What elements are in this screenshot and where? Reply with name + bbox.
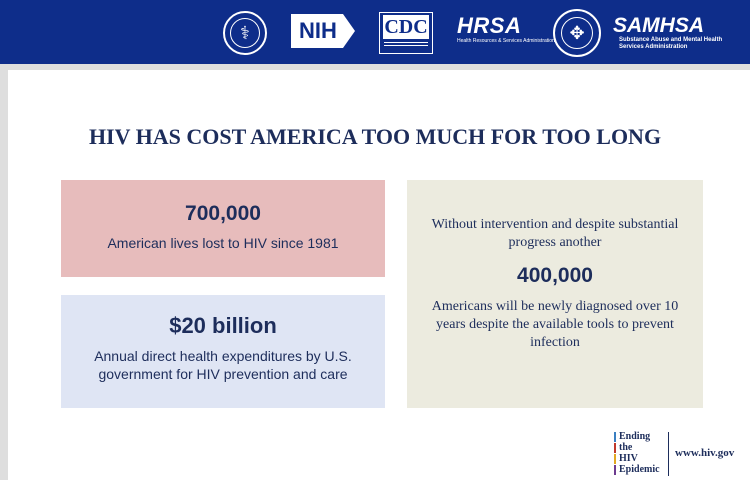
nih-logo: NIH — [291, 14, 355, 48]
new-diagnoses-card — [407, 180, 703, 408]
indian-health-service-seal — [553, 9, 601, 57]
footer-divider — [668, 432, 669, 476]
slide-title: HIV HAS COST AMERICA TOO MUCH FOR TOO LONG — [88, 124, 662, 149]
samhsa-logo: SAMHSA Substance Abuse and Mental Health Services Administration — [613, 14, 723, 50]
ehe-bar-icon — [614, 465, 616, 475]
ehe-bar-icon — [614, 432, 616, 442]
new-diagnoses-description: Americans will be newly diagnosed over 10 years despite the available tools to prevent infection — [431, 299, 679, 350]
expenditures-description: Annual direct health expenditures by U.S. government for HIV prevention and care — [94, 348, 352, 382]
ending-the-hiv-epidemic-logo: Ending the HIV Epidemic — [614, 431, 660, 475]
public-health-service-seal — [223, 11, 267, 55]
hrsa-logo: HRSA Health Resources & Services Administration — [457, 13, 555, 44]
public-health-service-seal-icon: ⚕ — [223, 11, 267, 55]
ehe-bar-icon — [614, 454, 616, 464]
expenditures-card — [61, 295, 385, 408]
new-diagnoses-value: 400,000 — [517, 264, 593, 287]
lives-lost-card — [61, 180, 385, 277]
new-diagnoses-intro: Without intervention and despite substantial progress another — [431, 217, 679, 250]
cdc-logo-lines — [384, 42, 428, 46]
ehe-bar-icon — [614, 443, 616, 453]
expenditures-value: $20 billion — [169, 313, 277, 338]
lives-lost-description: American lives lost to HIV since 1981 — [107, 235, 339, 251]
hiv-gov-link[interactable]: www.hiv.gov — [675, 447, 735, 459]
lives-lost-value: 700,000 — [185, 202, 261, 225]
nih-arrow-icon — [343, 14, 355, 48]
agency-logo-banner — [0, 0, 750, 64]
cdc-logo: CDC — [379, 12, 433, 54]
indian-health-service-seal-icon: ✥ — [553, 9, 601, 57]
